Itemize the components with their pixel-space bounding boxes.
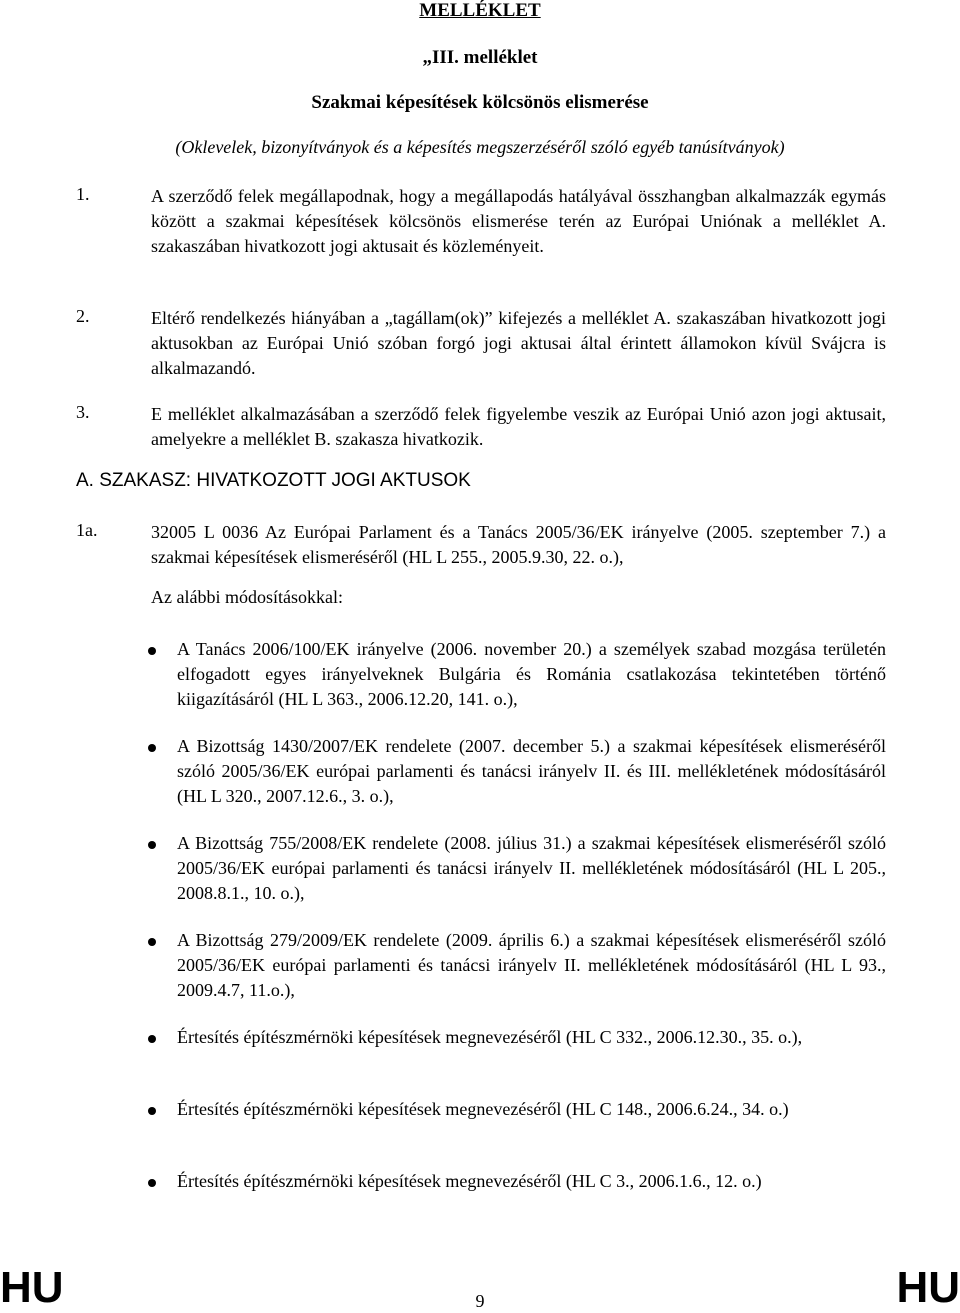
bullet-icon xyxy=(148,744,156,752)
modification-text: Értesítés építészmérnöki képesítések megnevezéséről (HL C 148., 2006.6.24., 34. o.) xyxy=(177,1099,789,1119)
paragraph-text: E melléklet alkalmazásában a szerződő felek figyelembe veszik az Európai Unió azon jogi aktusait, amelyekre a melléklet B. szakasza hivatkozik. xyxy=(151,404,886,449)
page-number: 9 xyxy=(475,1291,485,1311)
annex-title: Szakmai képesítések kölcsönös elismerése xyxy=(311,92,649,113)
bullet-icon xyxy=(148,1107,156,1115)
bullet-icon xyxy=(148,1035,156,1043)
item-number: 1a. xyxy=(76,520,98,540)
paragraph-number: 1. xyxy=(76,184,90,204)
modification-text: A Bizottság 279/2009/EK rendelete (2009. április 6.) a szakmai képesítések elismeréséről szóló 2005/36/EK európai parlamenti és tanácsi irányelv II. mellékletének módosításáról (HL L 93., 2009.4.7, 11.o.), xyxy=(177,930,886,1000)
paragraph-number: 3. xyxy=(76,402,90,422)
section-a-heading: A. SZAKASZ: HIVATKOZOTT JOGI AKTUSOK xyxy=(76,470,471,491)
bullet-icon xyxy=(148,938,156,946)
language-code-left: HU xyxy=(0,1263,64,1312)
modification-text: Értesítés építészmérnöki képesítések megnevezéséről (HL C 3., 2006.1.6., 12. o.) xyxy=(177,1171,762,1191)
bullet-icon xyxy=(148,647,156,655)
paragraph-number: 2. xyxy=(76,306,90,326)
item-text: 32005 L 0036 Az Európai Parlament és a Tanács 2005/36/EK irányelve (2005. szeptember 7.) a szakmai képesítések elismeréséről (HL L 255., 2005.9.30, 22. o.), xyxy=(151,522,886,567)
modifications-intro: Az alábbi módosításokkal: xyxy=(151,587,343,607)
modification-text: Értesítés építészmérnöki képesítések megnevezéséről (HL C 332., 2006.12.30., 35. o.), xyxy=(177,1027,803,1047)
bullet-icon xyxy=(148,1179,156,1187)
bullet-icon xyxy=(148,841,156,849)
modification-text: A Bizottság 755/2008/EK rendelete (2008. július 31.) a szakmai képesítések elismeréséről szóló 2005/36/EK európai parlamenti és tanácsi irányelv II. mellékletének módosításáról (HL L 205., 2008.8.1., 10. o.), xyxy=(177,833,886,903)
modification-text: A Tanács 2006/100/EK irányelve (2006. november 20.) a személyek szabad mozgása területén elfogadott egyes irányelveknek Bulgária és Románia csatlakozása tekintetében történő kiigazításáról (HL L 363., 2006.12.20, 141. o.), xyxy=(177,639,886,709)
language-code-right: HU xyxy=(896,1263,960,1312)
paragraph-text: A szerződő felek megállapodnak, hogy a megállapodás hatályával összhangban alkalmazzák egymás között a szakmai képesítések kölcsönös elismerése terén az Európai Uniónak a melléklet A. szakaszában hivatkozott jogi aktusait és közleményeit. xyxy=(151,186,886,256)
paragraph-text: Eltérő rendelkezés hiányában a „tagállam(ok)” kifejezés a melléklet A. szakaszában hivatkozott jogi aktusokban az Európai Unió szóban forgó jogi aktusai által érintett államokon kívül Svájcra is alkalmazandó. xyxy=(151,308,886,378)
modification-text: A Bizottság 1430/2007/EK rendelete (2007. december 5.) a szakmai képesítések elismeréséről szóló 2005/36/EK európai parlamenti és tanácsi irányelv II. és III. mellékletének módosításáról (HL L 320., 2007.12.6., 3. o.), xyxy=(177,736,886,806)
annex-number: „III. melléklet xyxy=(422,47,538,68)
annex-subtitle: (Oklevelek, bizonyítványok és a képesítés megszerzéséről szóló egyéb tanúsítványok) xyxy=(175,137,785,157)
document-title: MELLÉKLET xyxy=(419,0,541,21)
